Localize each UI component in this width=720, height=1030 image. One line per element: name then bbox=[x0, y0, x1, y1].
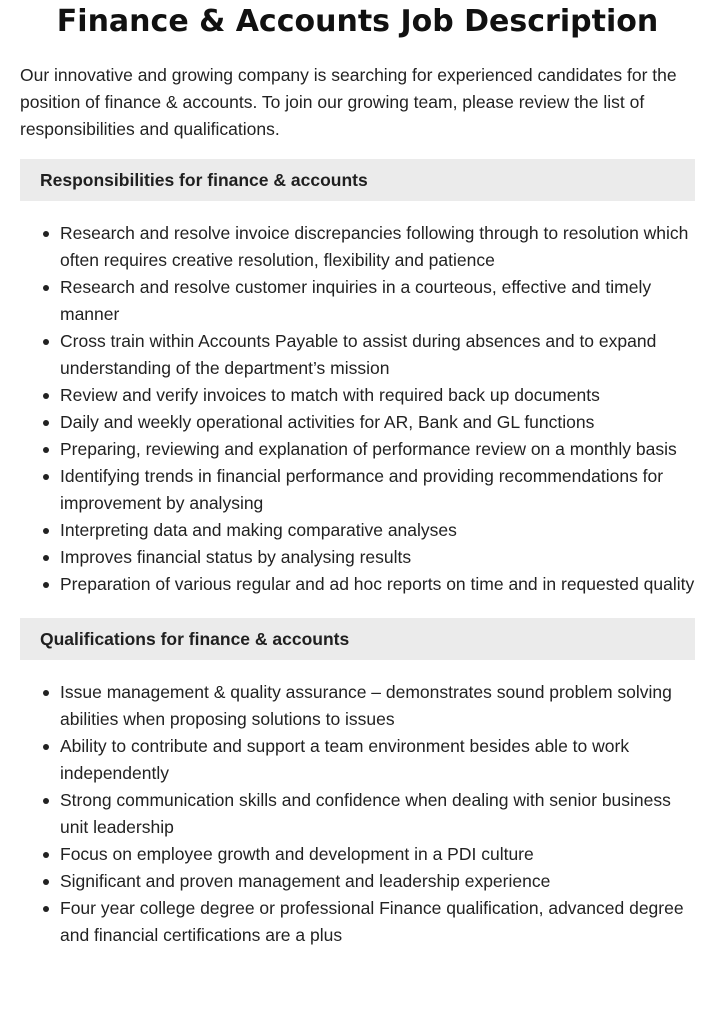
qualification-item: Significant and proven management and leadership experience bbox=[60, 868, 695, 895]
responsibility-item: Daily and weekly operational activities for AR, Bank and GL functions bbox=[60, 409, 695, 436]
qualification-item: Ability to contribute and support a team environment besides able to work independently bbox=[60, 733, 695, 787]
qualifications-heading: Qualifications for finance & accounts bbox=[20, 618, 695, 660]
responsibility-item: Research and resolve customer inquiries in a courteous, effective and timely manner bbox=[60, 274, 695, 328]
responsibilities-heading: Responsibilities for finance & accounts bbox=[20, 159, 695, 201]
responsibility-item: Cross train within Accounts Payable to assist during absences and to expand understanding of the department’s mission bbox=[60, 328, 695, 382]
responsibility-item: Improves financial status by analysing results bbox=[60, 544, 695, 571]
responsibility-item: Interpreting data and making comparative analyses bbox=[60, 517, 695, 544]
qualification-item: Strong communication skills and confidence when dealing with senior business unit leadership bbox=[60, 787, 695, 841]
qualification-item: Focus on employee growth and development in a PDI culture bbox=[60, 841, 695, 868]
qualification-item: Four year college degree or professional Finance qualification, advanced degree and financial certifications are a plus bbox=[60, 895, 695, 949]
responsibilities-list bbox=[20, 220, 695, 598]
responsibility-item: Identifying trends in financial performance and providing recommendations for improvement by analysing bbox=[60, 463, 695, 517]
responsibility-item: Preparing, reviewing and explanation of performance review on a monthly basis bbox=[60, 436, 695, 463]
qualifications-list bbox=[20, 679, 695, 949]
page-title: Finance & Accounts Job Description bbox=[56, 4, 659, 39]
responsibility-item: Preparation of various regular and ad hoc reports on time and in requested quality bbox=[60, 571, 695, 598]
qualification-item: Issue management & quality assurance – demonstrates sound problem solving abilities when proposing solutions to issues bbox=[60, 679, 695, 733]
responsibility-item: Review and verify invoices to match with required back up documents bbox=[60, 382, 695, 409]
responsibility-item: Research and resolve invoice discrepancies following through to resolution which often requires creative resolution, flexibility and patience bbox=[60, 220, 695, 274]
intro-paragraph: Our innovative and growing company is searching for experienced candidates for the position of finance & accounts. To join our growing team, please review the list of responsibilities and qualifications. bbox=[20, 65, 677, 139]
